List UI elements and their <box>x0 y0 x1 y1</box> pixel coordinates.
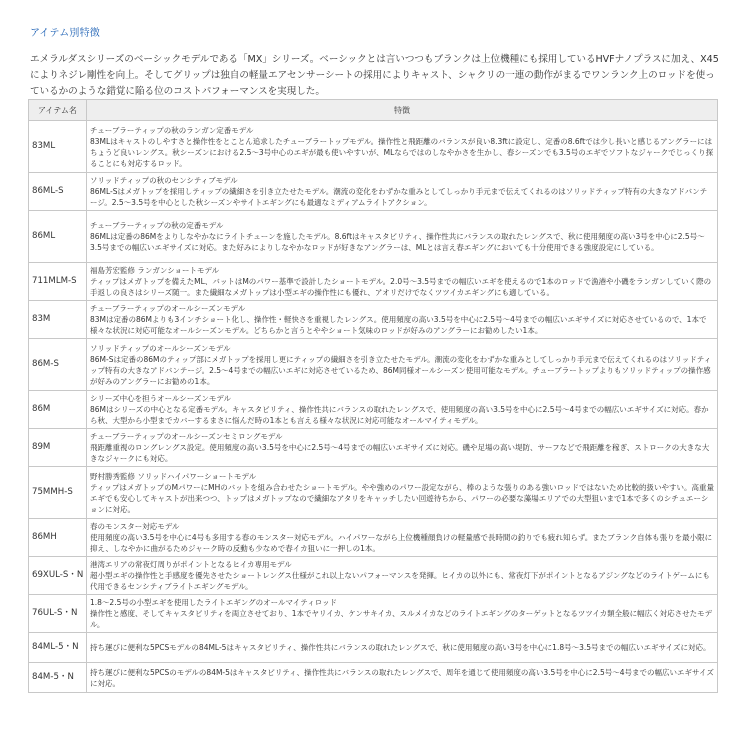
feature-cell <box>87 339 718 391</box>
item-name-cell: 86M-S <box>29 339 87 391</box>
table-row <box>29 301 718 339</box>
feature-cell <box>87 467 718 519</box>
table-row <box>29 429 718 467</box>
item-name-cell: 84ML-5・N <box>29 633 87 663</box>
item-name-cell: 86ML <box>29 211 87 263</box>
feature-subtitle: チューブラーティップの秋の定番モデル <box>90 221 224 230</box>
feature-cell <box>87 429 718 467</box>
feature-subtitle: ソリッドティップの秋のセンシティブモデル <box>90 176 238 185</box>
feature-subtitle: ソリッドティップのオールシーズンモデル <box>90 343 231 353</box>
feature-subtitle: チューブラーティップのオールシーズンモデル <box>90 304 246 313</box>
item-name-cell: 86MH <box>29 519 87 557</box>
feature-subtitle: 1.8〜2.5号の小型エギを使用したライトエギングのオールマイティロッド <box>90 598 338 607</box>
feature-description: 飛距離重視のロングレングス設定。使用頻度の高い3.5号を中心に2.5号〜4号までの幅広いエギサイズに対応。磯や足場の高い堤防、サーフなどで飛距離を稼ぎ、ストロークの大きな大きなジャークにも対応。 <box>90 443 710 463</box>
table-row <box>29 519 718 557</box>
feature-description: 使用頻度の高い3.5号を中心に4号も多用する春のモンスター対応モデル。ハイパワーながら上位機種顔負けの軽量感で長時間の釣りでも疲れ知らず。またブランク自体も張りを最小限に抑え、しなやかに曲がるためジャーク時の反動も少なめで春イカ狙いに一押しの1本。 <box>90 533 713 553</box>
feature-description: 86MLは定番の86Mをよりしなやかなにライトチューンを施したモデル。8.6ftはキャスタビリティ、操作性共にバランスの取れたレングスで、秋に使用頻度の高い3号を中心に2.5号〜3.5号までの幅広いエギサイズに対応。また好みによりしなやかなロッドが好きなアングラーは、MLとは言え春エギングにおいても十分使用できる強度設定にしている。 <box>90 232 705 252</box>
section-title: アイテム別特徴 <box>30 28 100 39</box>
item-name-cell: 84M-5・N <box>29 663 87 693</box>
table-row <box>29 663 718 693</box>
table-row <box>29 391 718 429</box>
feature-subtitle: 野村勝秀監修 ソリッドハイパワーショートモデル <box>90 471 257 481</box>
table-header-row <box>29 100 718 121</box>
item-name-cell: 86ML-S <box>29 173 87 211</box>
table-row <box>29 121 718 173</box>
feature-cell <box>87 301 718 339</box>
table-row <box>29 595 718 633</box>
feature-description: 83MLはキャストのしやすさと操作性をとことん追求したチューブラートップモデル。操作性と飛距離のバランスが良い8.3ftに設定し、定番の8.6ftでは少し長いと感じるアングラーにはちょうど良いレングス。秋シーズンにおける2.5〜3号中心のエギが最も使いやすいが、MLならではのしなやかさを生かし、春シーズンでも3.5号のエギでソフトなジャークでじっくり探ることにも対応するロッド。 <box>90 136 714 168</box>
feature-description: 86M-Sは定番の86Mのティップ部にメガトップを採用し更にティップの繊細さを引き立たせたモデル。潮流の変化をわずかな重みとしてしっかり手元まで伝えてくれるのはソリッドティップ特有の大きなアドバンテージ。2.5〜4号までの幅広いエギに対応させているため、86M同様オールシーズン使用可能なモデル。チューブラートップよりもソリッドティップの操作感が好みのアングラーにお勧めの1本。 <box>90 354 712 386</box>
table-row <box>29 211 718 263</box>
spec-table <box>28 99 718 693</box>
feature-description: 持ち運びに便利な5PCSのモデルの84M-5はキャスタビリティ、操作性共にバランスの取れたレングスで、周年を通じて使用頻度の高い3.5号を中心に2.5号〜4号までの幅広いエギサイズに対応。 <box>90 667 714 688</box>
item-name-cell: 69XUL-S・N <box>29 557 87 595</box>
feature-subtitle: チューブラーティップのオールシーズンセミロングモデル <box>90 432 283 441</box>
item-name-cell: 86M <box>29 391 87 429</box>
item-name-cell: 76UL-S・N <box>29 595 87 633</box>
item-name-cell: 89M <box>29 429 87 467</box>
feature-description: 操作性と感度、そしてキャスタビリティを両立させており、1本でヤリイカ、ケンサキイカ、スルメイカなどのライトエギングのターゲットとなるツツイカ類全般に幅広く対応させたモデル。 <box>90 609 713 629</box>
feature-description: 超小型エギの操作性と手感度を優先させたショートレングス仕様がこれ以上ないパフォーマンスを発揮。ヒイカの以外にも、常夜灯下がポイントとなるアジングなどのライトゲームにも代用できるセンシティブライトエギングモデル。 <box>90 571 710 591</box>
feature-cell <box>87 633 718 663</box>
spec-table-body <box>29 121 718 693</box>
item-name-cell: 83M <box>29 301 87 339</box>
item-name-cell: 711MLM-S <box>29 263 87 301</box>
feature-cell <box>87 121 718 173</box>
column-header-feature: 特徴 <box>87 100 718 121</box>
feature-cell <box>87 595 718 633</box>
feature-subtitle: 港湾エリアの常夜灯周りがポイントとなるヒイカ専用モデル <box>90 560 292 569</box>
table-row <box>29 339 718 391</box>
feature-description: ティップはメガトップを備えたML、バットはMのパワー基準で設計したショートモデル。2.0号〜3.5号までの幅広いエギを使えるので1本のロッドで漁港や小磯をランガンしていく際の手返しの良さはシリーズ随一。また繊細なメガトップは小型エギの操作性にも優れ、アオリだけでなくツツイカエギングにも適している。 <box>90 277 712 297</box>
feature-cell <box>87 663 718 693</box>
feature-description: 持ち運びに便利な5PCSモデルの84ML-5はキャスタビリティ、操作性共にバランスの取れたレングスで、秋に使用頻度の高い3号を中心に1.8号〜3.5号までの幅広いエギサイズに対応。 <box>90 643 711 652</box>
feature-description: 86Mはシリーズの中心となる定番モデル。キャスタビリティ、操作性共にバランスの取れたレングスで、使用頻度の高い3.5号を中心に2.5号〜4号までの幅広いエギサイズに対応。春から秋、大型から小型までカバーするまさに悩んだ時の1本とも言える様々な状況に対応可能なオールマイティモデル。 <box>90 405 709 425</box>
feature-cell <box>87 557 718 595</box>
table-row <box>29 173 718 211</box>
intro-paragraph: エメラルダスシリーズのベーシックモデルである「MX」シリーズ。ベーシックとは言いつつもブランクは上位機種にも採用しているHVFナノプラスに加え、X45によりネジレ剛性を向上。そしてグリップは独自の軽量エアセンサーシートの採用によりキャスト、シャクリの一連の動作がまるでワンランク上のロッドを使っているかのような錯覚に陥る位のコストパフォーマンスを実現した。 <box>30 54 719 97</box>
feature-description: 86ML-Sはメガトップを採用しティップの繊細さを引き立たせたモデル。潮流の変化をわずかな重みとしてしっかり手元まで伝えてくれるのはソリッドティップ特有の大きなアドバンテージ。2.5〜3.5号を中心とした秋シーズンやサイトエギングにも最適なミディアムライトアクション。 <box>90 187 708 207</box>
feature-cell <box>87 263 718 301</box>
feature-cell <box>87 519 718 557</box>
table-row <box>29 557 718 595</box>
feature-subtitle: 福島芳宏監修 ランガンショートモデル <box>90 266 220 275</box>
item-name-cell: 75MMH-S <box>29 467 87 519</box>
feature-subtitle: チューブラーティップの秋のランガン定番モデル <box>90 125 254 135</box>
table-row <box>29 633 718 663</box>
feature-subtitle: シリーズ中心を担うオールシーズンモデル <box>90 394 232 403</box>
column-header-item: アイテム名 <box>29 100 87 121</box>
feature-cell <box>87 391 718 429</box>
table-row <box>29 467 718 519</box>
feature-description: 83Mは定番の86Mよりも3インチショート化し、操作性・軽快さを重視したレングス。使用頻度の高い3.5号を中心に2.5号〜4号までの幅広いエギサイズに対応させているので、1本で様々な状況に対応可能なオールシーズンモデル。どちらかと言うとややショート気味のロッドが好みのアングラーにお勧めしたい1本。 <box>90 315 707 335</box>
feature-cell <box>87 173 718 211</box>
item-name-cell: 83ML <box>29 121 87 173</box>
table-row <box>29 263 718 301</box>
feature-description: ティップはメガトップのMパワーにMHのバットを組み合わせたショートモデル。やや強めのパワー設定ながら、棒のような張りのある強いロッドではないため比較的扱いやすい。高重量エギでも安心してキャストが出来つつ、トップはメガトップなので繊細なアタリをキャッチしたい回遊待ちから、パワーの必要な藻場エリアでの大型狙いまで1本で多くのシチュエーションに対応。 <box>90 482 714 514</box>
feature-subtitle: 春のモンスター対応モデル <box>90 522 180 531</box>
feature-cell <box>87 211 718 263</box>
